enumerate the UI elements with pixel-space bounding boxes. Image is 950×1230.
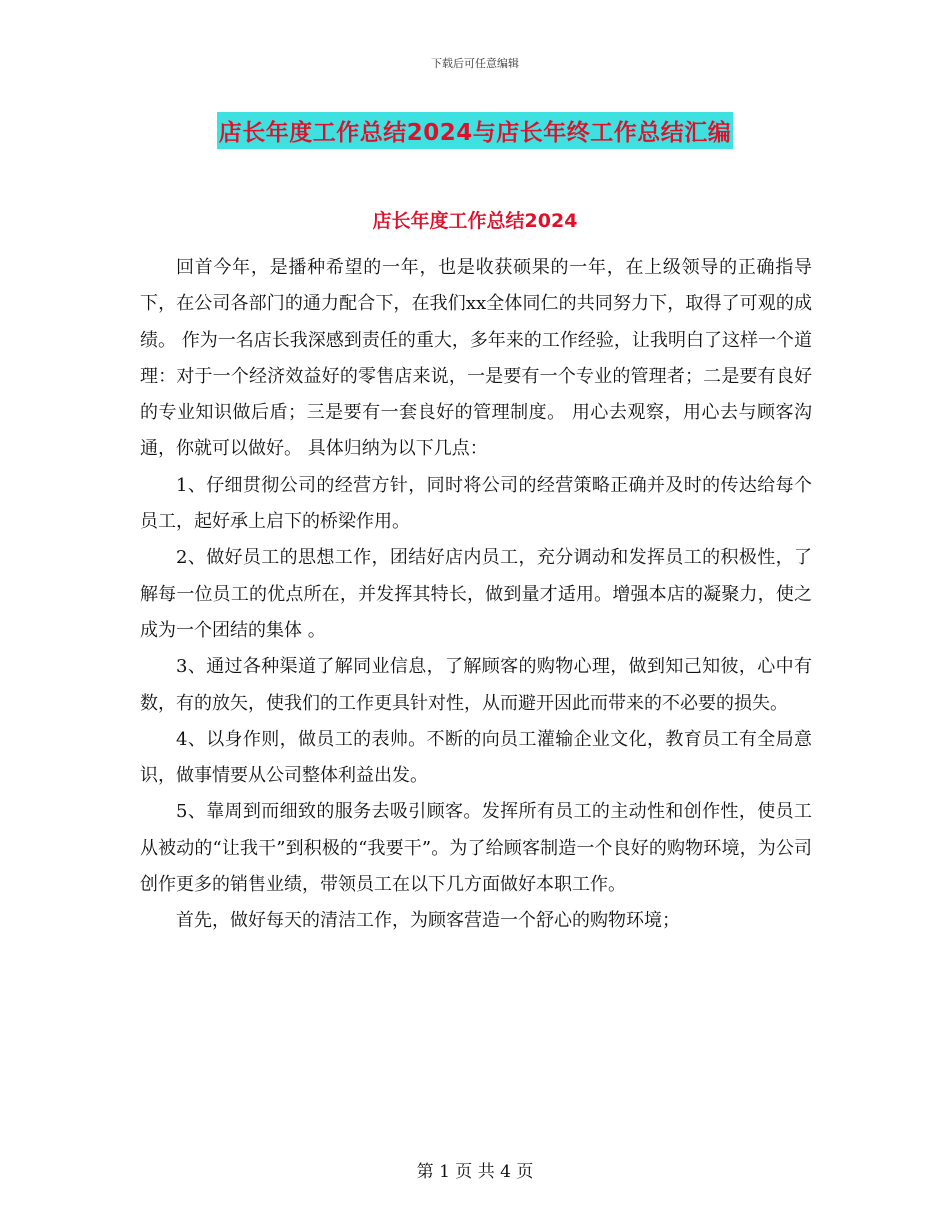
paragraph: 2、做好员工的思想工作，团结好店内员工，充分调动和发挥员工的积极性，了解每一位员工的优点所在，并发挥其特长，做到量才适用。增强本店的凝聚力，使之成为一个团结的集体 。 xyxy=(140,547,812,641)
document-title: 店长年度工作总结2024与店长年终工作总结汇编 xyxy=(217,112,734,149)
paragraph: 首先，做好每天的清洁工作，为顾客营造一个舒心的购物环境； xyxy=(176,910,680,932)
paragraph: 回首今年，是播种希望的一年，也是收获硕果的一年，在上级领导的正确指导下，在公司各部门的通力配合下，在我们xx全体同仁的共同努力下，取得了可观的成绩。 作为一名店长我深感到责任的重大，多年来的工作经验，让我明白了这样一个道理：对于一个经济效益好的零售店来说，一是要有一个专业的管理者；二是要有良好的专业知识做后盾；三是要有一套良好的管理制度。 用心去观察，用心去与顾客沟通，你就可以做好。 具体归纳为以下几点： xyxy=(140,257,812,460)
title-container xyxy=(0,112,950,149)
paragraph: 5、靠周到而细致的服务去吸引顾客。发挥所有员工的主动性和创作性，使员工从被动的“让我干”到积极的“我要干”。为了给顾客制造一个良好的购物环境，为公司创作更多的销售业绩，带领员工在以下几方面做好本职工作。 xyxy=(140,801,812,896)
paragraph: 1、仔细贯彻公司的经营方针，同时将公司的经营策略正确并及时的传达给每个员工，起好承上启下的桥梁作用。 xyxy=(140,474,812,533)
section-title: 店长年度工作总结2024 xyxy=(372,210,578,232)
paragraph: 3、通过各种渠道了解同业信息，了解顾客的购物心理，做到知己知彼，心中有数，有的放矢，使我们的工作更具针对性，从而避开因此而带来的不必要的损失。 xyxy=(140,656,812,714)
document-body xyxy=(140,250,812,940)
header-note: 下载后可任意编辑 xyxy=(431,57,519,70)
paragraph: 4、以身作则，做员工的表帅。不断的向员工灌输企业文化，教育员工有全局意识，做事情要从公司整体利益出发。 xyxy=(140,728,812,787)
page-number-footer: 第 1 页 共 4 页 xyxy=(416,1162,534,1182)
